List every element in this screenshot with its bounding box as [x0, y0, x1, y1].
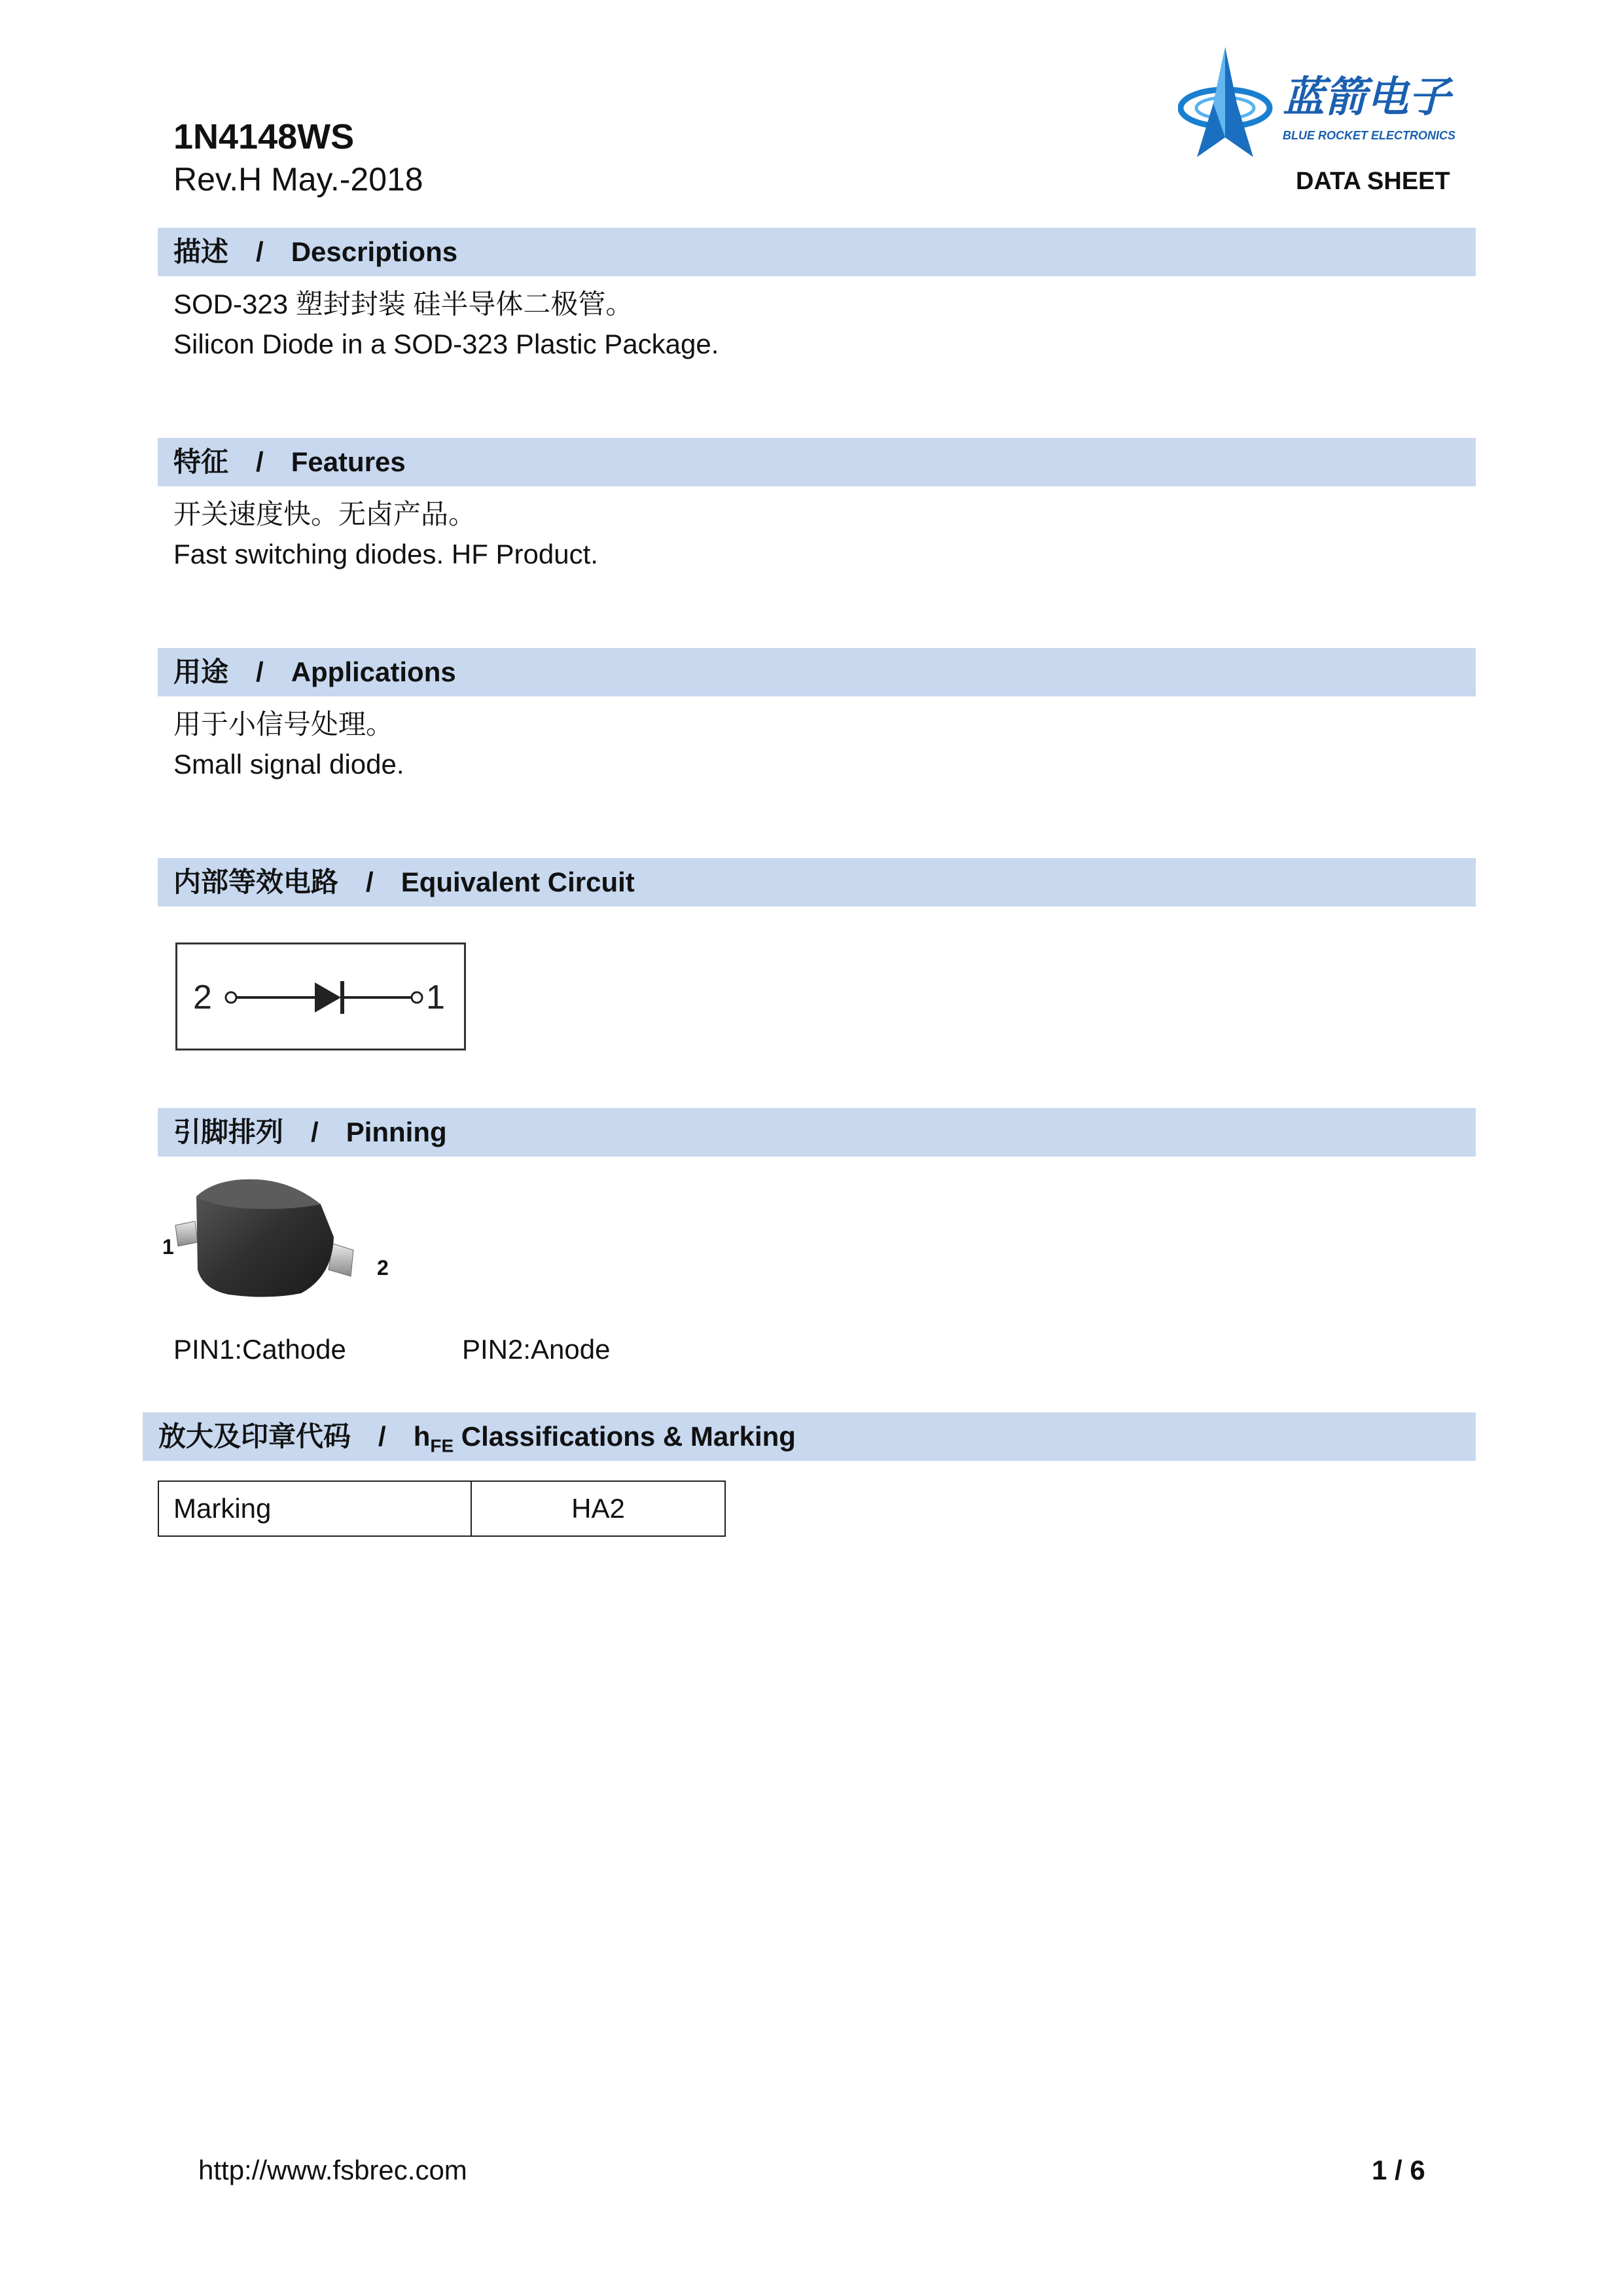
footer-url: http://www.fsbrec.com: [198, 2155, 467, 2185]
diode-symbol-icon: [177, 944, 464, 1049]
applications-cn: 用于小信号处理。: [173, 709, 394, 740]
package-pin-1-label: 1: [162, 1235, 174, 1259]
section-header-marking: [143, 1412, 1476, 1461]
separator: /: [378, 1421, 386, 1452]
page-number: 1 / 6: [1372, 2155, 1425, 2185]
separator: /: [366, 867, 374, 897]
revision: Rev.H May.-2018: [173, 161, 423, 198]
section-title-en: Classifications & Marking: [454, 1421, 796, 1452]
separator: /: [256, 446, 264, 477]
section-title-cn: 用途: [173, 656, 229, 687]
section-header-descriptions: [158, 228, 1476, 276]
section-header-features: [158, 438, 1476, 486]
separator: /: [311, 1117, 319, 1147]
section-header-applications: [158, 648, 1476, 696]
section-header-pinning: [158, 1108, 1476, 1157]
package-pin-2-label: 2: [377, 1256, 389, 1280]
pin2-description: PIN2:Anode: [462, 1334, 611, 1365]
marking-label-cell: Marking: [158, 1481, 471, 1536]
marking-value-cell: HA2: [471, 1481, 725, 1536]
sod323-package-icon: [157, 1165, 406, 1302]
logo-text-cn: 蓝箭电子: [1283, 73, 1450, 122]
section-title-cn: 描述: [173, 236, 229, 267]
section-title-sub: FE: [430, 1435, 454, 1456]
section-title-en: Descriptions: [291, 236, 458, 267]
section-title-h: h: [413, 1421, 431, 1452]
company-logo: [1178, 46, 1486, 170]
section-title-en: Pinning: [346, 1117, 447, 1147]
applications-en: Small signal diode.: [173, 749, 404, 780]
features-cn: 开关速度快。无卤产品。: [173, 499, 476, 529]
section-title-cn: 放大及印章代码: [158, 1421, 351, 1452]
description-en: Silicon Diode in a SOD-323 Plastic Package.: [173, 329, 719, 359]
doc-type: DATA SHEET: [1296, 168, 1450, 195]
section-title-cn: 内部等效电路: [173, 867, 339, 897]
table-row: [158, 1481, 725, 1536]
marking-table: [158, 1480, 726, 1537]
separator: /: [256, 236, 264, 267]
circuit-pin-right: 1: [426, 978, 445, 1016]
description-cn: SOD-323 塑封封装 硅半导体二极管。: [173, 289, 633, 319]
section-title-cn: 引脚排列: [173, 1117, 284, 1147]
section-title-en: Features: [291, 446, 406, 477]
part-number: 1N4148WS: [173, 117, 355, 156]
logo-text-en: BLUE ROCKET ELECTRONICS: [1283, 129, 1456, 142]
pin1-description: PIN1:Cathode: [173, 1334, 346, 1365]
section-title-en: Applications: [291, 656, 456, 687]
separator: /: [256, 656, 264, 687]
equivalent-circuit-diagram: [175, 942, 466, 1050]
section-title-cn: 特征: [173, 446, 229, 477]
features-en: Fast switching diodes. HF Product.: [173, 539, 598, 569]
section-header-circuit: [158, 858, 1476, 906]
circuit-pin-left: 2: [193, 978, 212, 1016]
section-title-en: Equivalent Circuit: [401, 867, 635, 897]
